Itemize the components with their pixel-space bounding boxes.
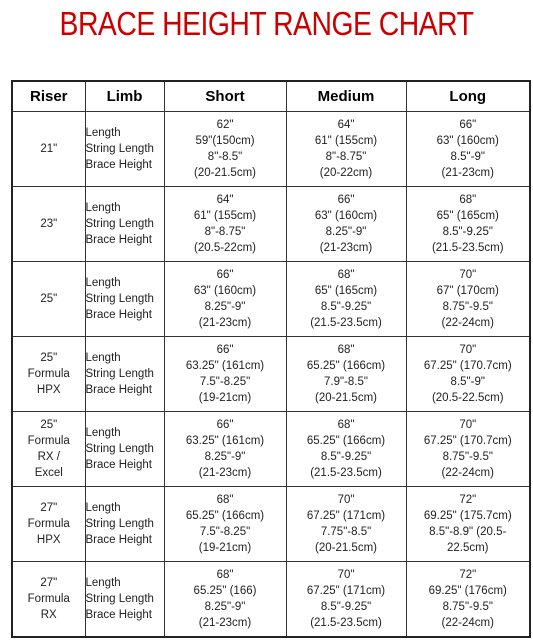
short-cell-line: 63.25" (161cm) xyxy=(185,435,265,447)
riser-cell xyxy=(12,412,85,487)
medium-cell xyxy=(286,262,406,337)
medium-cell-line: 7.9"-8.5" xyxy=(324,376,368,388)
short-cell-line: (19-21cm) xyxy=(198,542,252,554)
riser-cell-line: 27" xyxy=(40,502,58,514)
limb-cell xyxy=(85,487,164,562)
long-cell-line: 8.75"-9.5" xyxy=(442,301,493,313)
short-cell-line: 63" (160cm) xyxy=(193,285,257,297)
short-cell-line: (19-21cm) xyxy=(198,392,252,404)
short-cell-line: 61" (155cm) xyxy=(193,210,257,222)
long-cell-line: 70" xyxy=(459,419,477,431)
long-cell xyxy=(406,562,530,637)
long-cell-line: 66" xyxy=(459,119,477,131)
long-cell-line: (21.5-23.5cm) xyxy=(431,242,504,254)
medium-cell-line: (20-22cm) xyxy=(319,167,373,179)
short-cell-line: 65.25" (166) xyxy=(193,584,257,597)
limb-cell-line: Brace Height xyxy=(85,384,152,396)
medium-cell-line: 63" (160cm) xyxy=(314,210,378,222)
short-cell xyxy=(164,487,286,562)
riser-cell-line: 25" xyxy=(40,419,58,431)
limb-cell-line: String Length xyxy=(85,592,154,605)
long-cell-line: 65" (165cm) xyxy=(436,210,499,222)
medium-cell-line: (21.5-23.5cm) xyxy=(310,317,382,329)
table-body xyxy=(12,112,530,637)
header-limb: Limb xyxy=(85,81,164,112)
table-row xyxy=(12,112,530,187)
limb-cell-line: Length xyxy=(85,352,121,364)
riser-cell-line: Formula xyxy=(27,435,70,447)
long-cell-line: 8.5"-9.25" xyxy=(442,226,493,238)
long-cell xyxy=(406,187,530,262)
table-row xyxy=(12,412,530,487)
long-cell-line: 67.25" (170.7cm) xyxy=(423,360,512,372)
limb-cell-line: Brace Height xyxy=(85,459,152,471)
riser-cell-line: 23" xyxy=(40,218,58,230)
riser-cell-line: Formula xyxy=(27,518,70,530)
short-cell-line: (20-21.5cm) xyxy=(194,167,256,179)
medium-cell-line: 65" (165cm) xyxy=(314,285,378,297)
riser-cell-line: RX xyxy=(40,608,57,621)
limb-cell-line: Length xyxy=(85,502,121,514)
medium-cell-line: 65.25" (166cm) xyxy=(306,360,386,372)
medium-cell-line: (21-23cm) xyxy=(319,242,373,254)
short-cell-line: 8.25"-9" xyxy=(204,451,246,463)
long-cell-line: (22-24cm) xyxy=(441,317,494,329)
long-cell-line: 8.75"-9.5" xyxy=(442,600,493,613)
medium-cell-line: (21.5-23.5cm) xyxy=(310,616,382,629)
limb-cell-line: String Length xyxy=(85,143,154,155)
medium-cell-line: 66" xyxy=(337,194,355,206)
medium-cell-line: 70" xyxy=(337,494,355,506)
long-cell-line: 67" (170cm) xyxy=(436,285,499,297)
medium-cell-line: 70" xyxy=(337,568,355,581)
short-cell xyxy=(164,262,286,337)
riser-cell-line: Formula xyxy=(27,592,70,605)
medium-cell-line: 8.5"-9.25" xyxy=(320,301,372,313)
limb-cell-line: String Length xyxy=(85,368,154,380)
limb-cell xyxy=(85,187,164,262)
riser-cell xyxy=(12,262,85,337)
riser-cell xyxy=(12,337,85,412)
riser-cell-line: 25" xyxy=(40,352,58,364)
long-cell-line: 22.5cm) xyxy=(446,542,489,554)
brace-height-table xyxy=(11,80,531,638)
header-long: Long xyxy=(406,81,530,112)
long-cell-line: 69.25" (176cm) xyxy=(428,584,507,597)
long-cell xyxy=(406,487,530,562)
long-cell xyxy=(406,412,530,487)
riser-cell-line: 21" xyxy=(40,143,58,155)
limb-cell-line: Length xyxy=(85,277,121,289)
riser-cell xyxy=(12,112,85,187)
short-cell-line: (21-23cm) xyxy=(198,317,252,329)
riser-cell xyxy=(12,487,85,562)
long-cell-line: 72" xyxy=(459,494,477,506)
riser-cell-line: HPX xyxy=(36,384,61,396)
medium-cell xyxy=(286,412,406,487)
limb-cell xyxy=(85,262,164,337)
short-cell-line: 64" xyxy=(216,194,234,206)
short-cell-line: 66" xyxy=(216,419,234,431)
medium-cell xyxy=(286,112,406,187)
long-cell-line: (22-24cm) xyxy=(441,467,494,479)
short-cell-line: 68" xyxy=(216,568,234,581)
medium-cell-line: 67.25" (171cm) xyxy=(306,510,386,522)
short-cell xyxy=(164,337,286,412)
limb-cell xyxy=(85,412,164,487)
medium-cell-line: 65.25" (166cm) xyxy=(306,435,386,447)
medium-cell-line: 61" (155cm) xyxy=(314,135,378,147)
short-cell-line: (21-23cm) xyxy=(198,616,252,629)
short-cell-line: 8"-8.5" xyxy=(207,151,243,163)
short-cell-line: 8.25"-9" xyxy=(204,600,246,613)
short-cell-line: 59"(150cm) xyxy=(195,135,255,147)
limb-cell-line: String Length xyxy=(85,443,154,455)
medium-cell-line: 8.5"-9.25" xyxy=(320,451,372,463)
riser-cell-line: Excel xyxy=(34,467,63,479)
long-cell-line: (22-24cm) xyxy=(441,616,494,629)
short-cell xyxy=(164,562,286,637)
long-cell-line: 8.5"-9" xyxy=(450,151,485,163)
limb-cell-line: Length xyxy=(85,127,121,139)
limb-cell xyxy=(85,562,164,637)
limb-cell-line: Length xyxy=(85,427,121,439)
medium-cell-line: 64" xyxy=(337,119,355,131)
riser-cell-line: 25" xyxy=(40,293,58,305)
limb-cell-line: Brace Height xyxy=(85,608,152,621)
medium-cell-line: 8.25"-9" xyxy=(325,226,367,238)
header-medium: Medium xyxy=(286,81,406,112)
long-cell-line: 8.75"-9.5" xyxy=(442,451,493,463)
medium-cell xyxy=(286,562,406,637)
limb-cell xyxy=(85,337,164,412)
chart-title: BRACE HEIGHT RANGE CHART xyxy=(59,5,474,42)
long-cell-line: (20.5-22.5cm) xyxy=(431,392,504,404)
limb-cell-line: String Length xyxy=(85,518,154,530)
limb-cell xyxy=(85,112,164,187)
short-cell-line: (21-23cm) xyxy=(198,467,252,479)
medium-cell-line: 67.25" (171cm) xyxy=(306,584,386,597)
header-short: Short xyxy=(164,81,286,112)
limb-cell-line: Brace Height xyxy=(85,534,152,546)
short-cell-line: 7.5"-8.25" xyxy=(199,376,251,388)
short-cell xyxy=(164,112,286,187)
long-cell-line: 8.5"-9" xyxy=(450,376,485,388)
long-cell-line: 69.25" (175.7cm) xyxy=(423,510,512,522)
short-cell-line: 63.25" (161cm) xyxy=(185,360,265,372)
riser-cell-line: Formula xyxy=(27,368,70,380)
table-row xyxy=(12,262,530,337)
short-cell-line: 62" xyxy=(216,119,234,131)
limb-cell-line: Length xyxy=(85,576,121,589)
medium-cell-line: 68" xyxy=(337,269,355,281)
limb-cell-line: String Length xyxy=(85,218,154,230)
medium-cell-line: (20-21.5cm) xyxy=(315,392,377,404)
medium-cell-line: 8.5"-9.25" xyxy=(320,600,372,613)
short-cell-line: 68" xyxy=(216,494,234,506)
table-row xyxy=(12,187,530,262)
short-cell-line: (20.5-22cm) xyxy=(194,242,256,254)
long-cell-line: 63" (160cm) xyxy=(436,135,499,147)
limb-cell-line: String Length xyxy=(85,293,154,305)
short-cell-line: 8.25"-9" xyxy=(204,301,246,313)
long-cell-line: 70" xyxy=(459,269,477,281)
limb-cell-line: Brace Height xyxy=(85,309,152,321)
medium-cell xyxy=(286,337,406,412)
riser-cell xyxy=(12,562,85,637)
long-cell-line: (21-23cm) xyxy=(441,167,494,179)
medium-cell-line: 7.75"-8.5" xyxy=(320,526,372,538)
short-cell xyxy=(164,412,286,487)
table-row xyxy=(12,337,530,412)
medium-cell-line: (21.5-23.5cm) xyxy=(310,467,382,479)
medium-cell-line: 8"-8.75" xyxy=(325,151,367,163)
long-cell-line: 67.25" (170.7cm) xyxy=(423,435,512,447)
riser-cell-line: 27" xyxy=(40,576,58,589)
limb-cell-line: Brace Height xyxy=(85,234,152,246)
long-cell-line: 68" xyxy=(459,194,477,206)
table-row xyxy=(12,562,530,637)
header-riser: Riser xyxy=(12,81,85,112)
riser-cell-line: HPX xyxy=(36,534,61,546)
short-cell-line: 66" xyxy=(216,269,234,281)
long-cell-line: 70" xyxy=(459,344,477,356)
short-cell-line: 7.5"-8.25" xyxy=(199,526,251,538)
short-cell-line: 66" xyxy=(216,344,234,356)
short-cell-line: 65.25" (166cm) xyxy=(185,510,265,522)
limb-cell-line: Brace Height xyxy=(85,159,152,171)
riser-cell-line: RX / xyxy=(37,451,60,463)
long-cell-line: 8.5"-8.9" (20.5- xyxy=(429,526,507,538)
medium-cell-line: (20-21.5cm) xyxy=(315,542,377,554)
long-cell-line: 72" xyxy=(459,568,477,581)
medium-cell xyxy=(286,187,406,262)
long-cell xyxy=(406,112,530,187)
table-row xyxy=(12,487,530,562)
short-cell xyxy=(164,187,286,262)
header-row xyxy=(12,81,530,112)
long-cell xyxy=(406,337,530,412)
medium-cell xyxy=(286,487,406,562)
riser-cell xyxy=(12,187,85,262)
short-cell-line: 8"-8.75" xyxy=(204,226,246,238)
medium-cell-line: 68" xyxy=(337,419,355,431)
medium-cell-line: 68" xyxy=(337,344,355,356)
long-cell xyxy=(406,262,530,337)
limb-cell-line: Length xyxy=(85,202,121,214)
